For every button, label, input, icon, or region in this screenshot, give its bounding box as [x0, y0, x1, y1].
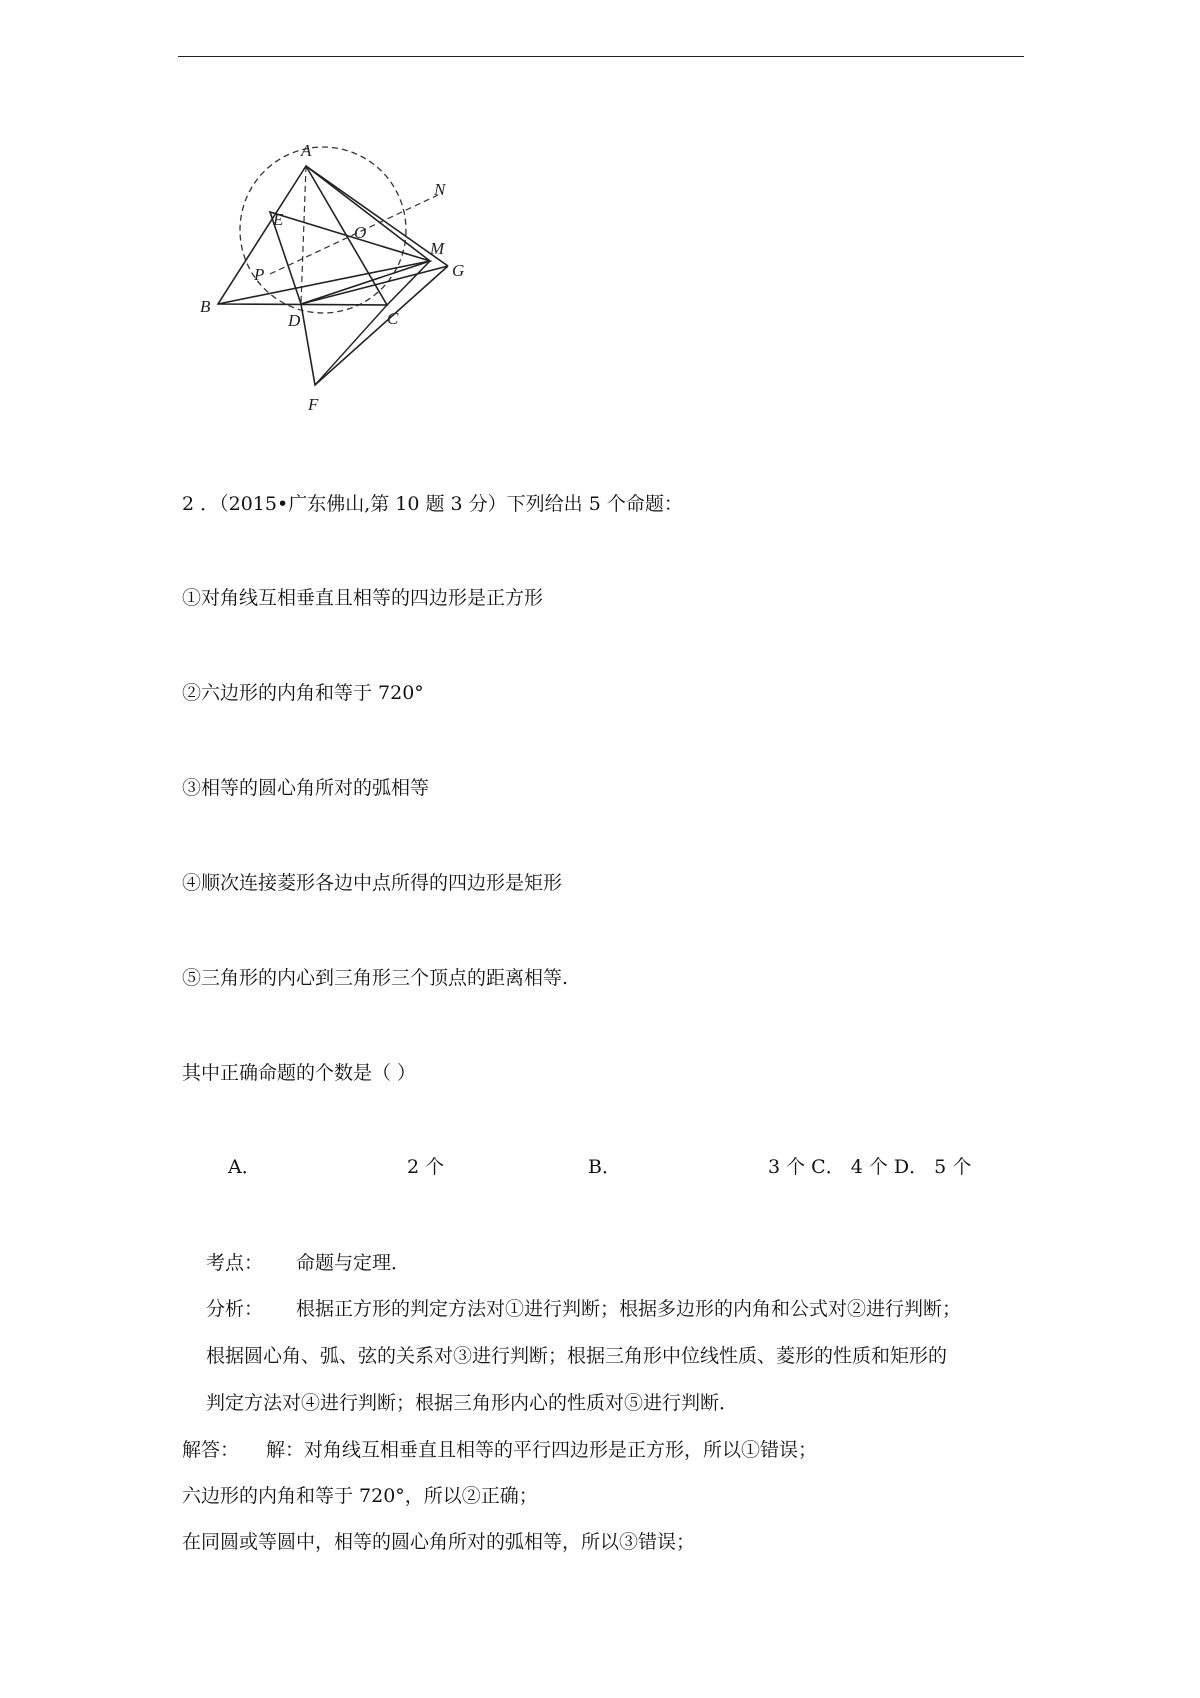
label-b: B	[200, 297, 211, 316]
label-o: O	[354, 223, 367, 242]
fenxi-line-2: 根据圆心角、弧、弦的关系对③进行判断；根据三角形中位线性质、菱形的性质和矩形的	[206, 1345, 948, 1367]
kaodian-text: 命题与定理．	[296, 1252, 411, 1274]
solution-line-2: 六边形的内角和等于 720°，所以②正确；	[182, 1485, 538, 1507]
solution-line-3: 在同圆或等圆中，相等的圆心角所对的弧相等，所以③错误；	[182, 1531, 696, 1553]
fenxi-line-3: 判定方法对④进行判断；根据三角形内心的性质对⑤进行判断．	[206, 1392, 739, 1414]
label-c: C	[387, 309, 399, 328]
label-e: E	[273, 210, 284, 229]
option-a-value: 2 个	[407, 1156, 445, 1178]
question-stem: 2 ．（2015•广东佛山,第 10 题 3 分）下列给出 5 个命题：	[182, 493, 683, 515]
kaodian-label: 考点：	[206, 1252, 264, 1274]
line-f-c	[315, 305, 387, 385]
statement-2: ②六边形的内角和等于 720°	[182, 682, 424, 704]
fenxi-line-1: 根据正方形的判定方法对①进行判断；根据多边形的内角和公式对②进行判断；	[296, 1298, 962, 1320]
statement-3: ③相等的圆心角所对的弧相等	[182, 777, 430, 799]
label-g: G	[452, 261, 465, 280]
geometry-figure	[190, 140, 480, 430]
solution-label: 解答：	[182, 1439, 240, 1461]
line-a-m	[306, 166, 430, 261]
fenxi-label: 分析：	[206, 1298, 264, 1320]
triangle-edm	[270, 212, 430, 304]
label-d: D	[288, 311, 301, 330]
header-rule	[178, 56, 1024, 57]
question-prompt: 其中正确命题的个数是（ ）	[182, 1062, 417, 1084]
statement-5: ⑤三角形的内心到三角形三个顶点的距离相等.	[182, 967, 569, 989]
label-p: P	[254, 265, 265, 284]
label-f: F	[308, 395, 319, 414]
solution-line-1: 解：对角线互相垂直且相等的平行四边形是正方形，所以①错误；	[266, 1439, 818, 1461]
option-rest: 3 个 C． 4 个 D． 5 个	[768, 1156, 972, 1178]
geometry-diagram	[190, 140, 480, 430]
line-a-g	[306, 166, 448, 266]
label-a: A	[301, 141, 312, 160]
label-m: M	[430, 239, 445, 258]
dashed-line-a-d	[301, 166, 306, 304]
statement-1: ①对角线互相垂直且相等的四边形是正方形	[182, 587, 544, 609]
label-n: N	[434, 180, 446, 199]
option-b-label: B．	[588, 1156, 621, 1178]
statement-4: ④顺次连接菱形各边中点所得的四边形是矩形	[182, 872, 563, 894]
option-a-label: A．	[228, 1156, 261, 1178]
